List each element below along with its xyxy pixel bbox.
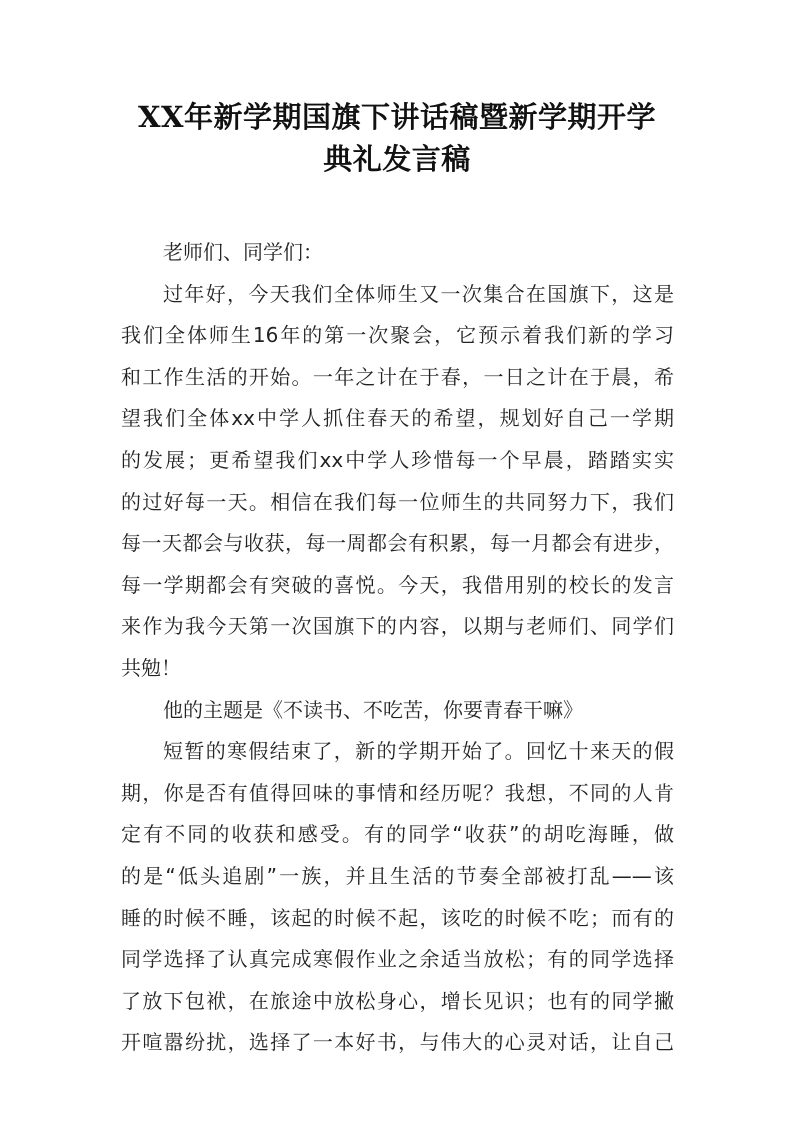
text-line: 共勉！: [121, 655, 181, 680]
document-body: [121, 232, 674, 1064]
paragraph-holiday: [121, 731, 674, 1064]
document-title: [100, 96, 694, 179]
paragraph-greeting: [121, 274, 674, 690]
title-line-2: 典礼发言稿: [323, 141, 471, 176]
text-line: 他的主题是《不读书、不吃苦，你要青春干嘛》: [163, 697, 583, 722]
text-line: 老师们、同学们：: [163, 240, 323, 264]
text-line: 每一天都会与收获，每一周都会有积累，每一月都会有进步，: [121, 531, 674, 556]
text-line: 短暂的寒假结束了，新的学期开始了。回忆十来天的假: [163, 739, 674, 764]
text-line: 开喧嚣纷扰，选择了一本好书，与伟大的心灵对话，让自己: [121, 1030, 674, 1055]
title-line-1: XX年新学期国旗下讲话稿暨新学期开学: [137, 100, 656, 134]
text-line: 我们全体师生16年的第一次聚会，它预示着我们新的学习: [121, 323, 674, 348]
text-line: 的过好每一天。相信在我们每一位师生的共同努力下，我们: [121, 489, 674, 514]
text-line: 望我们全体xx中学人抓住春天的希望，规划好自己一学期: [121, 406, 674, 431]
paragraph-salutation: [121, 232, 674, 274]
text-line: 了放下包袱，在旅途中放松身心，增长见识；也有的同学撇: [121, 988, 674, 1013]
text-line: 期，你是否有值得回味的事情和经历呢？我想，不同的人肯: [121, 780, 674, 805]
text-line: 和工作生活的开始。一年之计在于春，一日之计在于晨，希: [121, 364, 674, 389]
text-line: 睡的时候不睡，该起的时候不起，该吃的时候不吃；而有的: [121, 905, 674, 930]
text-line: 的发展；更希望我们xx中学人珍惜每一个早晨，踏踏实实: [121, 447, 674, 472]
text-line: 过年好，今天我们全体师生又一次集合在国旗下，这是: [163, 281, 674, 306]
text-line: 每一学期都会有突破的喜悦。今天，我借用别的校长的发言: [121, 572, 674, 597]
text-line: 的是“低头追剧”一族，并且生活的节奏全部被打乱——该: [121, 863, 674, 888]
text-line: 同学选择了认真完成寒假作业之余适当放松；有的同学选择: [121, 947, 674, 972]
paragraph-theme: [121, 690, 674, 732]
text-line: 来作为我今天第一次国旗下的内容，以期与老师们、同学们: [121, 614, 674, 639]
text-line: 定有不同的收获和感受。有的同学“收获”的胡吃海睡，做: [121, 822, 674, 847]
